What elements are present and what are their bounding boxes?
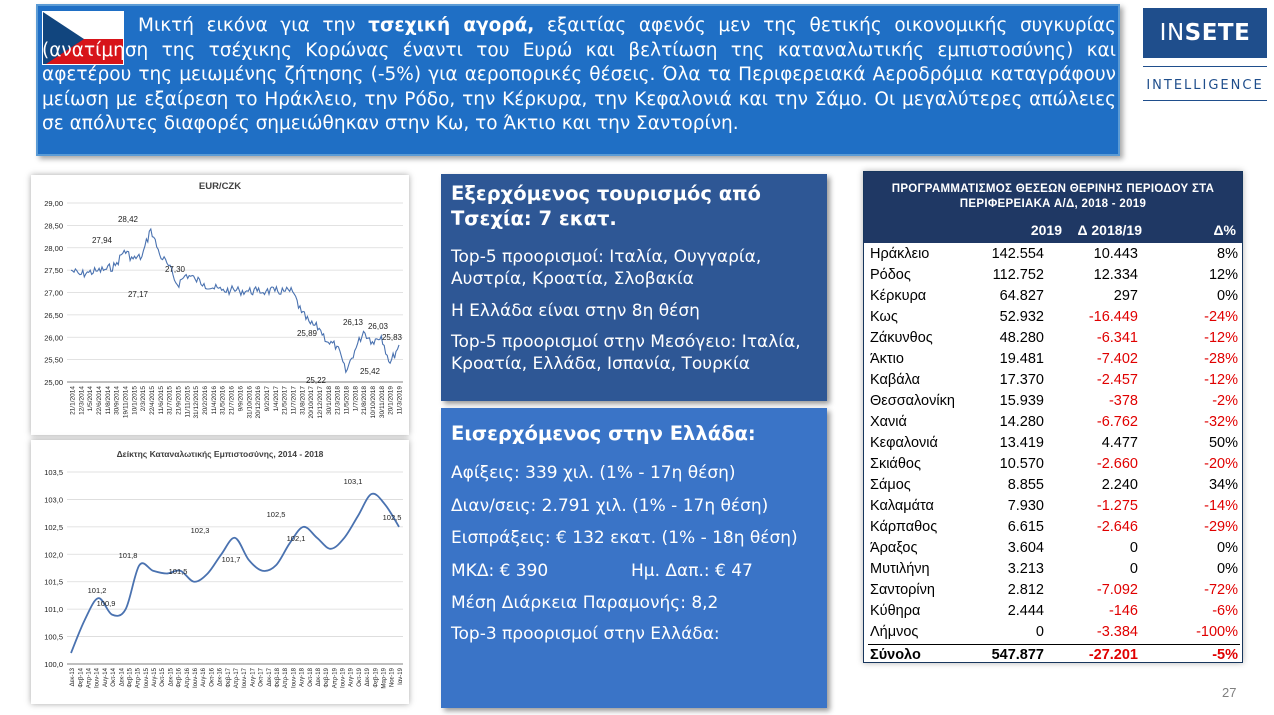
x-tick-label: 20/2/2016 [202,386,210,415]
table-row [868,601,1240,622]
cell-dabs: 10.443 [1093,246,1138,262]
y-tick-label: 100,5 [44,632,63,642]
x-tick-label: 11/3/2019 [396,386,404,415]
cell-v2019: 7.930 [1007,498,1044,514]
y-tick-label: 102,5 [44,522,63,532]
data-label: 100,9 [96,599,116,608]
data-label: 27,30 [164,265,186,274]
cell-v2019: 547.877 [991,647,1044,663]
x-tick-label: Δεκ-16 [217,668,224,687]
x-tick-label: 31/10/2016 [246,386,254,419]
cell-name: Σάμος [870,477,911,493]
x-tick-label: 31/8/2017 [299,386,307,415]
top5-destinations: Top-5 προορισμοί: Ιταλία, Ουγγαρία, Αυστρία, Κροατία, Σλοβακία [451,247,762,289]
x-tick-label: Ιαν-19 [397,668,404,685]
cell-dpct: -2% [1212,393,1238,409]
x-tick-label: Ιουν-15 [143,668,150,688]
x-tick-label: Φεβ-19 [324,668,331,688]
cell-dabs: -2.660 [1096,456,1138,472]
cell-dabs: -7.092 [1096,582,1138,598]
cell-name: Ηράκλειο [870,246,930,262]
table-row [868,517,1240,538]
cell-name: Χανιά [870,414,907,430]
x-tick-label: Ιουν-18 [291,668,298,688]
data-label: 25,42 [359,367,381,376]
data-label: 25,22 [305,376,327,385]
col-2019: 2019 [1030,222,1062,238]
consumer-confidence-chart [31,440,409,704]
data-label: 101,8 [118,551,138,560]
x-tick-label: Απρ-14 [86,668,93,689]
data-label: 26,13 [342,318,364,327]
cell-name: Θεσσαλονίκη [870,393,955,409]
data-label: 102,3 [190,526,210,535]
y-tick-label: 25,50 [44,355,63,365]
cell-name: Σαντορίνη [870,582,935,598]
col-delta-abs: Δ 2018/19 [1077,222,1142,238]
cell-dabs: -2.457 [1096,372,1138,388]
x-tick-label: 11/5/2018 [343,386,351,415]
cell-v2019: 3.604 [1007,540,1044,556]
logo-subtitle: INTELLIGENCE [1146,78,1264,93]
x-tick-label: 11/6/2015 [157,386,165,415]
top3-greece: Top-3 προορισμοί στην Ελλάδα: [451,624,720,644]
cell-dabs: -6.341 [1096,330,1138,346]
table-row [868,328,1240,349]
data-label: 25,83 [381,333,403,342]
summary-highlight: τσεχική αγορά, [368,15,535,36]
x-tick-label: 10/10/2018 [370,386,378,419]
cell-v2019: 3.213 [1007,561,1044,577]
table-header [864,172,1242,243]
cell-name: Σκιάθος [870,456,921,472]
x-tick-label: 11/4/2016 [210,386,218,415]
x-tick-label: Απρ-17 [234,668,240,689]
y-tick-label: 28,00 [44,243,63,253]
cell-v2019: 2.444 [1007,603,1044,619]
table-title: ΠΡΟΓΡΑΜΜΑΤΙΣΜΟΣ ΘΕΣΕΩΝ ΘΕΡΙΝΗΣ ΠΕΡΙΟΔΟΥ ΣΤΑ ΠΕΡΙΦΕΡΕΙΑΚΑ Α/Δ, 2018 - 2019 [891,183,1215,210]
cell-dabs: -146 [1108,603,1138,619]
cell-name: Κύθηρα [870,603,921,619]
cell-dpct: -20% [1204,456,1238,472]
series-line [71,494,399,653]
table-row [868,538,1240,559]
cell-dabs: 297 [1113,288,1138,304]
mkd: ΜΚΔ: € 390 [451,561,549,581]
cell-dabs: -1.275 [1096,498,1138,514]
cell-v2019: 52.932 [999,309,1044,325]
data-label: 27,17 [127,290,149,299]
x-tick-label: 10/1/2015 [131,386,139,415]
table-row [868,559,1240,580]
y-tick-label: 102,0 [44,550,63,560]
x-tick-label: 30/11/2018 [378,386,386,419]
x-tick-label: Απρ-16 [184,668,191,689]
x-tick-label: 11/11/2015 [184,386,192,418]
y-tick-label: 101,5 [44,577,63,587]
inbound-greece-panel [441,408,827,708]
x-tick-label: 20/10/2017 [308,386,316,419]
data-label: 101,5 [168,567,188,576]
x-tick-label: Ιουν-17 [242,668,249,688]
x-tick-label: Απρ-18 [283,668,290,689]
cell-dpct: -29% [1204,519,1238,535]
x-tick-label: Οκτ-14 [111,668,118,687]
col-delta-pct: Δ% [1213,222,1236,238]
data-label: 102,5 [382,513,402,522]
data-label: 102,5 [266,510,286,519]
greece-rank: Η Ελλάδα είναι στην 8η θέση [451,301,700,321]
cell-name: Κεφαλονιά [870,435,938,451]
table-body [868,244,1240,665]
x-tick-label: Αυγ-18 [299,668,306,687]
panel-title: Εξερχόμενος τουρισμός από Τσεχία: 7 εκατ. [451,182,761,230]
x-tick-label: 21/5/2017 [281,386,289,415]
y-tick-label: 27,00 [44,288,63,298]
x-tick-label: 21/9/2015 [175,386,183,415]
x-tick-label: Δεκ-18 [315,668,322,687]
cell-dpct: 12% [1208,267,1238,283]
cell-v2019: 17.370 [999,372,1044,388]
cell-v2019: 6.615 [1007,519,1044,535]
x-tick-label: 2/3/2015 [140,386,148,412]
chart-title: EUR/CZK [198,181,242,192]
cell-dpct: -12% [1204,330,1238,346]
data-label: 27,94 [91,236,113,245]
x-tick-label: Δεκ-13 [70,668,77,687]
x-tick-label: Μαρ-19 [381,668,388,689]
cell-dabs: -6.762 [1096,414,1138,430]
summary-banner [36,4,1120,156]
table-row [868,244,1240,265]
x-tick-label: 11/8/2014 [104,386,112,415]
x-tick-label: Δεκ-15 [168,668,175,687]
x-tick-label: Φεβ-14 [78,668,85,688]
x-tick-label: Απρ-15 [135,668,142,689]
x-tick-label: Οκτ-15 [160,668,167,687]
cell-dpct: 0% [1217,540,1238,556]
x-tick-label: 1/7/2018 [352,386,360,412]
x-tick-label: Αυγ-17 [250,668,257,687]
x-tick-label: 1/5/2014 [87,386,95,412]
summary-text: Μικτή εικόνα για την τσεχική αγορά, εξαιτίας αφενός μεν της θετικής οικονομικής συγκυρίας (ανατίμηση της τσέχικης Κορώνας έναντι του Ευρώ και βελτίωση της καταναλωτικής εμπιστοσύνης) και αφετέρου της μειωμένης ζήτησης (-5%) για αεροπορικές θέσεις. Όλα τα Περιφερειακά Αεροδρόμια καταγράφουν μείωση με εξαίρεση το Ηράκλειο, την Ρόδο, την Κέρκυρα, την Κεφαλονιά και την Σάμο. Οι μεγαλύτερες απώλειες σε απόλυτες διαφορές σημειώθηκαν στην Κω, το Άκτιο και την Σαντορίνη. [42,15,1116,134]
x-tick-label: Οκτ-19 [356,668,363,687]
x-tick-label: 21/7/2016 [228,386,236,415]
cell-name: Άκτιο [870,351,904,367]
x-tick-label: 21/8/2018 [361,386,369,415]
y-tick-label: 100,0 [44,660,63,669]
med-top5-destinations: Top-5 προορισμοί στην Μεσόγειο: Ιταλία, Κροατία, Ελλάδα, Ισπανία, Τουρκία [451,332,801,374]
data-label: 101,2 [87,586,107,595]
y-tick-label: 27,50 [44,266,63,276]
cell-dabs: 0 [1129,540,1138,556]
table-total-row [868,644,1240,665]
x-tick-label: 31/7/2015 [166,386,174,415]
y-tick-label: 103,0 [44,495,63,505]
x-tick-label: 12/3/2014 [78,386,86,415]
x-tick-label: Φεβ-19 [373,668,380,688]
x-tick-label: Φεβ-16 [176,668,183,688]
overnight-stays: Διαν/σεις: 2.791 χιλ. (1% - 17η θέση) [451,496,769,516]
y-tick-label: 28,50 [44,221,63,231]
x-tick-label: Φεβ-18 [274,668,281,688]
cell-dpct: -24% [1204,309,1238,325]
x-tick-label: 30/1/2018 [325,386,333,415]
x-tick-label: Ιουν-19 [340,668,347,688]
cell-dpct: -5% [1212,647,1238,663]
cell-v2019: 142.554 [991,246,1044,262]
cell-dabs: -3.384 [1096,624,1138,640]
table-row [868,433,1240,454]
seat-capacity-table [863,171,1243,663]
cell-name: Κάρπαθος [870,519,938,535]
table-row [868,370,1240,391]
x-tick-label: Ιουν-14 [94,668,101,688]
cell-dpct: -32% [1204,414,1238,430]
x-tick-label: Νοε-19 [389,668,396,688]
cell-dabs: -378 [1108,393,1138,409]
x-tick-label: 20/12/2016 [255,386,263,419]
cell-v2019: 14.280 [999,414,1044,430]
x-tick-label: 20/1/2019 [387,386,395,415]
x-tick-label: Οκτ-18 [307,668,314,687]
y-tick-label: 101,0 [44,605,63,615]
cell-name: Λήμνος [870,624,919,640]
table-row [868,286,1240,307]
cell-v2019: 48.280 [999,330,1044,346]
y-tick-label: 103,5 [44,468,63,477]
x-tick-label: 9/9/2016 [237,386,245,412]
table-row [868,391,1240,412]
series-line [71,229,399,372]
cell-v2019: 19.481 [999,351,1044,367]
x-tick-label: Φεβ-17 [225,668,232,688]
insete-logo: INSETE INTELLIGENCE [1143,8,1267,100]
x-tick-label: 21/1/2014 [69,386,77,415]
cell-v2019: 0 [1035,624,1044,640]
table-row [868,496,1240,517]
x-tick-label: Οκτ-17 [258,668,265,687]
x-tick-label: Δεκ-19 [365,668,372,687]
cell-v2019: 15.939 [999,393,1044,409]
x-tick-label: Φεβ-15 [127,668,134,688]
cell-v2019: 64.827 [999,288,1044,304]
cell-v2019: 13.419 [999,435,1044,451]
table-row [868,412,1240,433]
chart-title: Δείκτης Καταναλωτικής Εμπιστοσύνης, 2014 - 2018 [116,449,324,459]
x-tick-label: Αυγ-16 [201,668,208,687]
data-label: 25,89 [296,329,318,338]
table-row [868,475,1240,496]
data-label: 26,03 [367,322,389,331]
cell-name: Κως [870,309,898,325]
cell-dabs: -7.402 [1096,351,1138,367]
page-number: 27 [1222,685,1237,700]
cell-dabs: 12.334 [1093,267,1138,283]
y-tick-label: 26,00 [44,333,63,343]
x-tick-label: 22/6/2014 [95,386,103,415]
cell-name: Κέρκυρα [870,288,927,304]
cell-name: Καβάλα [870,372,921,388]
cell-dabs: -16.449 [1088,309,1138,325]
x-tick-label: Απρ-19 [332,668,339,689]
cell-dpct: -28% [1204,351,1238,367]
cell-name: Ρόδος [870,267,911,283]
table-row [868,265,1240,286]
cell-dpct: -14% [1204,498,1238,514]
cell-dpct: -72% [1204,582,1238,598]
table-row [868,307,1240,328]
x-tick-label: 9/2/2017 [263,386,271,412]
cell-name: Μυτιλήνη [870,561,930,577]
x-tick-label: 22/4/2015 [149,386,156,415]
cell-v2019: 2.812 [1007,582,1044,598]
eur-czk-chart-svg [31,175,409,435]
cell-dabs: 2.240 [1101,477,1138,493]
average-stay: Μέση Διάρκεια Παραμονής: 8,2 [451,593,719,613]
cell-name: Ζάκυνθος [870,330,933,346]
cell-dpct: -12% [1204,372,1238,388]
x-tick-label: 30/9/2014 [113,386,121,415]
y-tick-label: 25,00 [44,378,63,387]
table-row [868,580,1240,601]
x-tick-label: 31/5/2016 [219,386,227,415]
x-tick-label: Δεκ-17 [266,668,273,687]
cell-dabs: 0 [1129,561,1138,577]
data-label: 103,1 [343,477,363,486]
cell-dabs: -27.201 [1088,647,1138,663]
cell-name: Σύνολο [870,647,921,663]
cell-v2019: 8.855 [1007,477,1044,493]
x-tick-label: 19/11/2014 [122,386,130,419]
consumer-confidence-chart-svg [31,440,409,704]
arrivals: Αφίξεις: 339 χιλ. (1% - 17η θέση) [451,463,736,483]
y-tick-label: 26,50 [44,310,63,320]
x-tick-label: Αυγ-14 [102,668,109,687]
x-tick-label: 12/12/2017 [317,386,324,419]
eur-czk-chart [31,175,409,435]
x-tick-label: 1/4/2017 [272,386,280,412]
cell-dpct: 8% [1217,246,1238,262]
table-row [868,349,1240,370]
cell-name: Καλαμάτα [870,498,934,514]
cell-dpct: 0% [1217,288,1238,304]
daily-spend: Ημ. Δαπ.: € 47 [631,561,753,581]
cell-name: Άραξος [870,540,918,556]
x-tick-label: Δεκ-14 [119,668,126,687]
data-label: 102,1 [286,534,306,543]
x-tick-label: 11/7/2017 [290,386,298,415]
cell-dpct: 50% [1208,435,1238,451]
cell-v2019: 112.752 [992,267,1044,283]
data-label: 28,42 [117,215,139,224]
table-row [868,454,1240,475]
cell-dpct: 34% [1208,477,1238,493]
receipts: Εισπράξεις: € 132 εκατ. (1% - 18η θέση) [451,528,798,548]
x-tick-label: 21/3/2018 [334,386,342,415]
table-row [868,622,1240,643]
outbound-tourism-panel [441,174,827,401]
x-tick-label: Αυγ-19 [348,668,355,687]
panel-title: Εισερχόμενος στην Ελλάδα: [451,422,756,445]
x-tick-label: 31/12/2015 [193,386,201,419]
x-tick-label: Αυγ-15 [152,668,159,687]
x-tick-label: Οκτ-16 [209,668,216,687]
data-label: 101,7 [221,555,241,564]
cell-dpct: 0% [1217,561,1238,577]
cell-dpct: -6% [1212,603,1238,619]
cell-dpct: -100% [1196,624,1238,640]
cell-dabs: 4.477 [1101,435,1138,451]
x-tick-label: Ιουν-16 [193,668,200,688]
cell-v2019: 10.570 [999,456,1044,472]
y-tick-label: 29,00 [44,199,63,208]
cell-dabs: -2.646 [1096,519,1138,535]
